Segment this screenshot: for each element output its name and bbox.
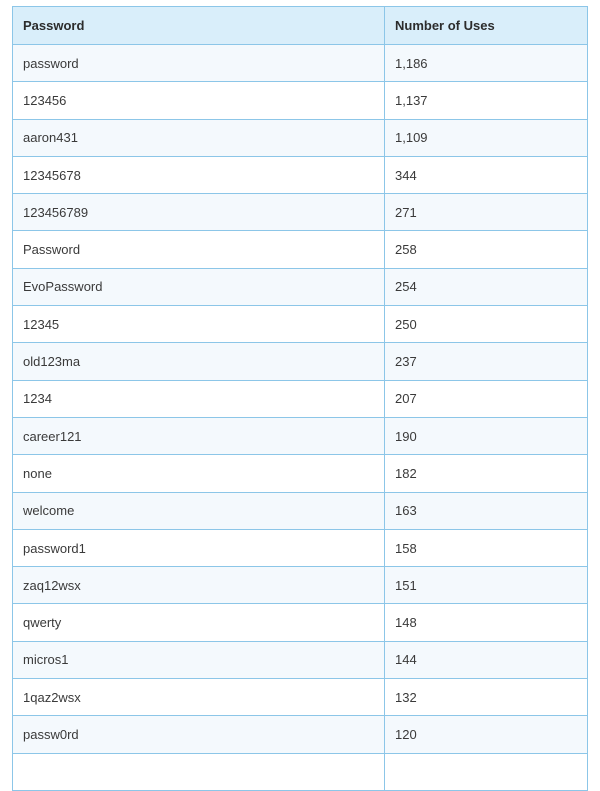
- password-usage-table: [12, 6, 588, 791]
- table-row: [13, 417, 588, 454]
- uses-cell: 237: [385, 343, 588, 380]
- table-row: [13, 492, 588, 529]
- table-row-partial: [13, 753, 588, 790]
- password-cell: 12345678: [13, 156, 385, 193]
- uses-cell: 258: [385, 231, 588, 268]
- uses-cell: 207: [385, 380, 588, 417]
- table-row: [13, 194, 588, 231]
- password-cell: old123ma: [13, 343, 385, 380]
- password-cell: aaron431: [13, 119, 385, 156]
- uses-cell: 190: [385, 417, 588, 454]
- password-cell: 123456789: [13, 194, 385, 231]
- header-password: Password: [13, 7, 385, 45]
- password-cell: [13, 753, 385, 790]
- table-row: [13, 567, 588, 604]
- password-cell: EvoPassword: [13, 268, 385, 305]
- password-cell: passw0rd: [13, 716, 385, 753]
- password-cell: micros1: [13, 641, 385, 678]
- uses-cell: 148: [385, 604, 588, 641]
- table-row: [13, 231, 588, 268]
- header-number-of-uses: Number of Uses: [385, 7, 588, 45]
- uses-cell: 250: [385, 306, 588, 343]
- password-cell: zaq12wsx: [13, 567, 385, 604]
- password-cell: password1: [13, 529, 385, 566]
- table-row: [13, 45, 588, 82]
- uses-cell: 182: [385, 455, 588, 492]
- password-cell: none: [13, 455, 385, 492]
- table-row: [13, 156, 588, 193]
- table-row: [13, 679, 588, 716]
- table-row: [13, 641, 588, 678]
- table-row: [13, 455, 588, 492]
- password-cell: 123456: [13, 82, 385, 119]
- password-table-container: [12, 6, 587, 791]
- table-row: [13, 119, 588, 156]
- uses-cell: 158: [385, 529, 588, 566]
- password-cell: 1234: [13, 380, 385, 417]
- password-cell: welcome: [13, 492, 385, 529]
- header-row: [13, 7, 588, 45]
- uses-cell: 1,186: [385, 45, 588, 82]
- uses-cell: 271: [385, 194, 588, 231]
- password-cell: password: [13, 45, 385, 82]
- table-body: [13, 45, 588, 791]
- uses-cell: 1,109: [385, 119, 588, 156]
- table-row: [13, 380, 588, 417]
- uses-cell: 132: [385, 679, 588, 716]
- table-row: [13, 306, 588, 343]
- table-row: [13, 529, 588, 566]
- password-cell: 12345: [13, 306, 385, 343]
- table-row: [13, 604, 588, 641]
- uses-cell: 163: [385, 492, 588, 529]
- uses-cell: 344: [385, 156, 588, 193]
- password-cell: qwerty: [13, 604, 385, 641]
- uses-cell: 120: [385, 716, 588, 753]
- table-row: [13, 716, 588, 753]
- uses-cell: [385, 753, 588, 790]
- uses-cell: 254: [385, 268, 588, 305]
- password-cell: career121: [13, 417, 385, 454]
- table-row: [13, 82, 588, 119]
- table-row: [13, 268, 588, 305]
- password-cell: Password: [13, 231, 385, 268]
- table-header: [13, 7, 588, 45]
- uses-cell: 151: [385, 567, 588, 604]
- password-cell: 1qaz2wsx: [13, 679, 385, 716]
- uses-cell: 144: [385, 641, 588, 678]
- table-row: [13, 343, 588, 380]
- uses-cell: 1,137: [385, 82, 588, 119]
